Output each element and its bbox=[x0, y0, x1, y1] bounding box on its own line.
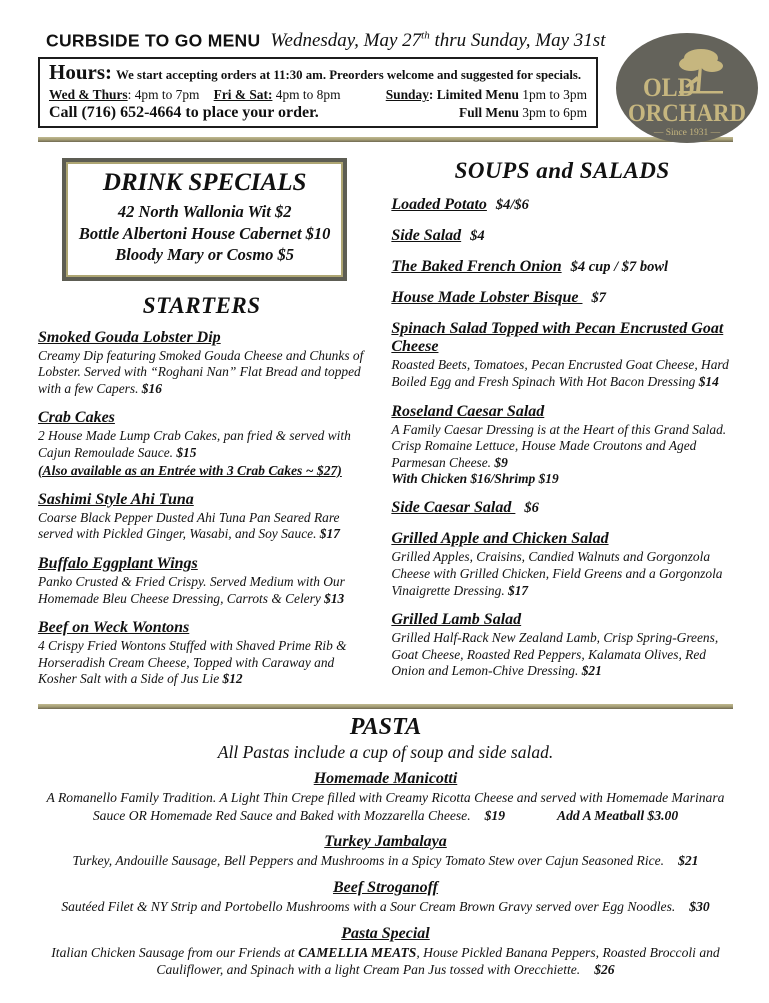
date-part2: thru Sunday, May 31st bbox=[429, 30, 606, 52]
date-range bbox=[270, 30, 605, 51]
logo-line1: OLD bbox=[643, 73, 695, 102]
hours-wed-thurs: Wed & Thurs: 4pm to 7pm bbox=[49, 87, 200, 103]
menu-item-side-salad bbox=[391, 227, 733, 245]
item-desc: A Family Caesar Dressing is at the Heart of this Grand Salad. Crisp Romaine Lettuce, House Made Croutons and Aged Parmesan Cheese. $9 bbox=[391, 421, 727, 470]
full-menu-hours: Full Menu 3pm to 6pm bbox=[459, 105, 587, 121]
menu-item-beef-stroganoff bbox=[38, 879, 733, 916]
item-name: Sashimi Style Ahi Tuna bbox=[38, 490, 194, 508]
date-part1: Wednesday, May 27 bbox=[270, 30, 422, 52]
menu-item-smoked-gouda-lobster-dip bbox=[38, 329, 365, 398]
item-desc: Creamy Dip featuring Smoked Gouda Cheese and Chunks of Lobster. Served with “Roghani Nan” Flat Bread and topped with a few Capers. $16 bbox=[38, 347, 364, 396]
pasta-heading: PASTA bbox=[349, 713, 422, 740]
drink-item: Bottle Albertoni House Cabernet $10 bbox=[78, 223, 331, 243]
brand-name: CAMELLIA MEATS bbox=[298, 944, 417, 960]
item-name: Pasta Special bbox=[341, 924, 430, 942]
menu-columns bbox=[38, 156, 733, 700]
item-desc: Roasted Beets, Tomatoes, Pecan Encrusted Goat Cheese, Hard Boiled Egg and Fresh Spinach With Hot Bacon Dressing $14 bbox=[391, 357, 729, 389]
item-name: Beef on Weck Wontons bbox=[38, 619, 190, 637]
item-price: $15 bbox=[176, 445, 197, 461]
item-desc: Grilled Apples, Craisins, Candied Walnuts and Gorgonzola Cheese with Grilled Chicken, Field Greens and a Gorgonzola Vinaigrette Dressing. $17 bbox=[391, 549, 723, 598]
item-price: $7 bbox=[591, 290, 606, 307]
item-price: $14 bbox=[698, 373, 719, 389]
logo-graphic bbox=[613, 30, 761, 146]
item-desc: 4 Crispy Fried Wontons Stuffed with Shaved Prime Rib & Horseradish Cream Cheese, Topped with Caraway and Kosher Salt with a Side of Jus Lie $12 bbox=[38, 638, 347, 687]
drink-specials-box bbox=[62, 158, 347, 280]
item-name: Roseland Caesar Salad bbox=[391, 402, 545, 420]
hours-intro-row bbox=[49, 60, 587, 85]
menu-item-beef-on-weck-wontons bbox=[38, 619, 365, 688]
item-desc: Sautéed Filet & NY Strip and Portobello Mushrooms with a Sour Cream Brown Gravy served over Egg Noodles. $30 bbox=[61, 898, 710, 914]
menu-item-homemade-manicotti bbox=[38, 770, 733, 824]
divider-bottom bbox=[38, 704, 733, 709]
menu-item-crab-cakes bbox=[38, 409, 365, 478]
menu-item-buffalo-eggplant-wings bbox=[38, 555, 365, 607]
item-name: Side Caesar Salad bbox=[391, 499, 516, 517]
menu-item-baked-french-onion bbox=[391, 258, 733, 276]
drink-specials-title: DRINK SPECIALS bbox=[102, 169, 307, 197]
hours-box bbox=[38, 57, 598, 128]
item-name: Homemade Manicotti bbox=[313, 769, 458, 787]
item-name: Crab Cakes bbox=[38, 409, 115, 427]
menu-item-side-caesar bbox=[391, 499, 733, 517]
item-price: $9 bbox=[494, 454, 508, 470]
item-price: $17 bbox=[319, 526, 340, 542]
hours-intro: We start accepting orders at 11:30 am. Preorders welcome and suggested for specials. bbox=[116, 68, 582, 83]
item-name: Grilled Apple and Chicken Salad bbox=[391, 530, 609, 548]
menu-item-loaded-potato bbox=[391, 196, 733, 214]
logo-line2: ORCHARD bbox=[628, 100, 746, 127]
menu-item-roseland-caesar bbox=[391, 403, 733, 488]
item-note: With Chicken $16/Shrimp $19 bbox=[391, 471, 559, 487]
item-name: Loaded Potato bbox=[391, 196, 487, 214]
item-price: $6 bbox=[524, 500, 539, 517]
soups-salads-heading: SOUPS and SALADS bbox=[454, 158, 670, 184]
menu-item-lobster-bisque bbox=[391, 289, 733, 307]
pasta-section bbox=[38, 714, 733, 979]
menu-item-spinach-salad bbox=[391, 320, 733, 390]
left-column bbox=[38, 156, 365, 700]
menu-item-sashimi-ahi-tuna bbox=[38, 491, 365, 543]
phone-number: Call (716) 652-4664 to place your order. bbox=[49, 104, 319, 122]
item-name: Grilled Lamb Salad bbox=[391, 611, 522, 629]
starters-heading: STARTERS bbox=[142, 292, 261, 318]
drink-item: Bloody Mary or Cosmo $5 bbox=[115, 245, 295, 265]
item-price: $4 cup / $7 bowl bbox=[570, 259, 669, 276]
item-desc: A Romanello Family Tradition. A Light Thin Crepe filled with Creamy Ricotta Cheese and served with Homemade Marinara Sauce OR Homemade Red Sauce and Baked with Mozzarella Cheese. $19 Add A Meatball $3.00 bbox=[46, 789, 725, 823]
hours-days-row bbox=[49, 87, 587, 103]
item-desc: Grilled Half-Rack New Zealand Lamb, Crisp Spring-Greens, Goat Cheese, Roasted Red Peppers, Kalamata Olives, Red Onion and Lemon-Chive Dressing. $21 bbox=[391, 630, 719, 679]
menu-item-turkey-jambalaya bbox=[38, 833, 733, 870]
hours-fri-sat: Fri & Sat: 4pm to 8pm bbox=[213, 87, 341, 103]
hours-call-row bbox=[49, 104, 587, 122]
item-price: $21 bbox=[678, 853, 699, 869]
item-price: $4/$6 bbox=[495, 197, 529, 214]
item-name: The Baked French Onion bbox=[391, 258, 562, 276]
item-name: Smoked Gouda Lobster Dip bbox=[38, 328, 221, 346]
item-desc: 2 House Made Lump Crab Cakes, pan fried & served with Cajun Remoulade Sauce. $15 bbox=[38, 428, 351, 461]
item-desc: Coarse Black Pepper Dusted Ahi Tuna Pan Seared Rare served with Pickled Ginger, Wasabi, and Soy Sauce. $17 bbox=[38, 509, 340, 542]
item-note: (Also available as an Entrée with 3 Crab Cakes ~ $27) bbox=[38, 462, 342, 478]
item-desc: Turkey, Andouille Sausage, Bell Peppers and Mushrooms in a Spicy Tomato Stew over Cajun Seasoned Rice. $21 bbox=[72, 853, 699, 869]
pasta-subtitle: All Pastas include a cup of soup and side salad. bbox=[217, 741, 554, 762]
old-orchard-logo bbox=[613, 30, 761, 146]
item-price: $13 bbox=[324, 590, 345, 606]
item-desc: Italian Chicken Sausage from our Friends at CAMELLIA MEATS, House Pickled Banana Peppers, Roasted Broccoli and Cauliflower, and Spinach with a light Cream Pan Jus tossed with Orecchiette. $26 bbox=[51, 944, 720, 978]
menu-item-grilled-apple-chicken-salad bbox=[391, 530, 733, 599]
item-addon: Add A Meatball $3.00 bbox=[557, 807, 679, 823]
page-title: CURBSIDE TO GO MENU bbox=[46, 30, 261, 51]
item-desc: Panko Crusted & Fried Crispy. Served Medium with Our Homemade Bleu Cheese Dressing, Carrots & Celery $13 bbox=[38, 573, 345, 606]
item-name: Buffalo Eggplant Wings bbox=[38, 554, 198, 572]
hours-label: Hours: bbox=[49, 60, 112, 85]
item-price: $17 bbox=[508, 582, 529, 598]
item-name: Beef Stroganoff bbox=[332, 878, 439, 896]
hours-sunday: Sunday: Limited Menu 1pm to 3pm bbox=[385, 87, 587, 103]
logo-since: — Since 1931 — bbox=[653, 128, 721, 138]
item-name: Turkey Jambalaya bbox=[324, 833, 447, 851]
right-column bbox=[391, 156, 733, 700]
menu-item-pasta-special bbox=[38, 925, 733, 979]
date-superscript: th bbox=[421, 30, 430, 42]
item-name: House Made Lobster Bisque bbox=[391, 289, 583, 307]
item-name: Side Salad bbox=[391, 227, 462, 245]
menu-item-grilled-lamb-salad bbox=[391, 611, 733, 680]
item-price: $12 bbox=[222, 671, 243, 687]
item-price: $30 bbox=[689, 898, 710, 914]
item-price: $16 bbox=[141, 380, 162, 396]
item-price: $4 bbox=[470, 228, 485, 245]
item-name: Spinach Salad Topped with Pecan Encrusted Goat Cheese bbox=[391, 320, 724, 356]
item-price: $21 bbox=[581, 663, 602, 679]
item-price: $19 bbox=[484, 807, 506, 823]
drink-item: 42 North Wallonia Wit $2 bbox=[117, 202, 292, 222]
item-price: $26 bbox=[594, 962, 615, 978]
